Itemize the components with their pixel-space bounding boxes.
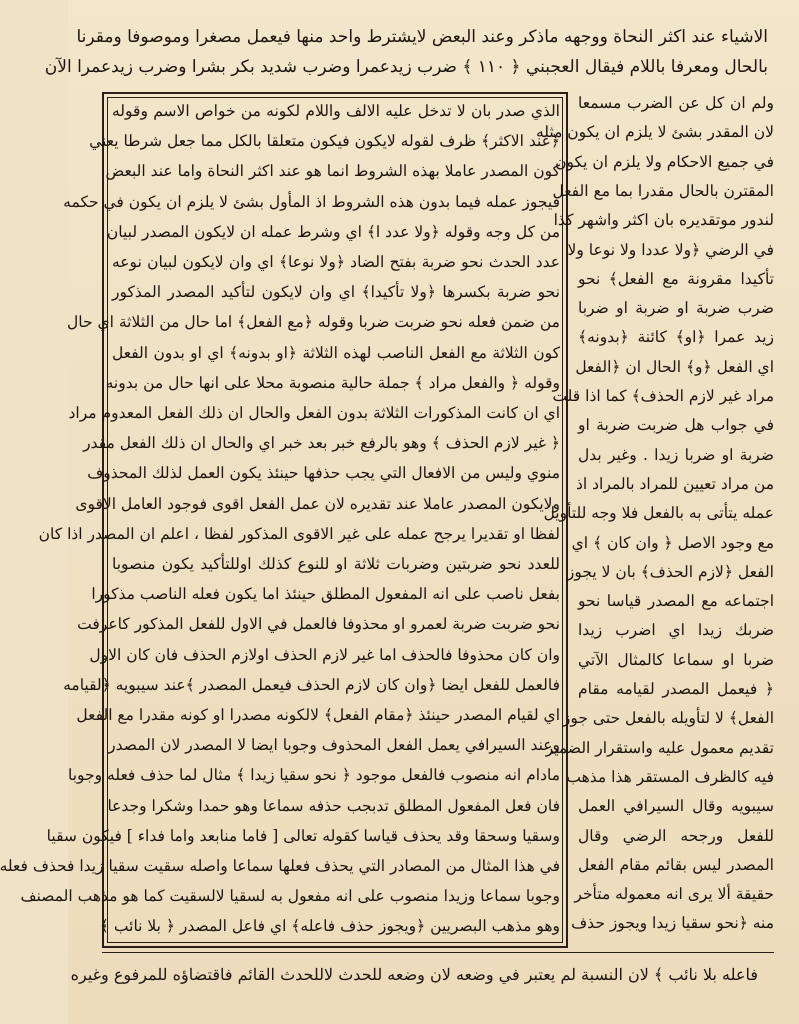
main-text-line: ضربة او ضربا زيدا . وغير بدل xyxy=(578,445,774,464)
commentary-text-line: بفعل ناصب على انه المفعول المطلق حينئذ اما يكون فعله الناصب مذكورا xyxy=(91,585,560,604)
commentary-text-line: اي لقيام المصدر حينئذ ﴿مقام الفعل﴾ لالكونه مصدرا او كونه مقدرا مع الفعل xyxy=(76,706,560,724)
commentary-text-line: فيجوز عمله فيما بدون هذه الشروط اذ المأول بشئ لا يلزم ان يكون في حكمه xyxy=(63,192,560,211)
main-text-line: في جميع الاحكام ولا يلزم ان يكون xyxy=(555,152,774,171)
commentary-text-line: وسقيا وسحقا وقد يحذف قياسا كقوله تعالى [ فاما منابعد واما فداء ] فيكون سقيا xyxy=(46,826,560,845)
commentary-text-line: ﴿ غير لازم الحذف ﴾ وهو بالرفع خبر بعد خبر اي والحال ان ذلك الفعل مقدر xyxy=(83,434,560,453)
main-text-line: الفعل ﴿لازم الحذف﴾ بان لا يجوز xyxy=(566,562,774,581)
header-text-line: الاشياء عند اكثر النحاة ووجهه ماذكر وعند البعض لايشترط واحد منها فيعمل مصغرا وموصوفا ومقرنا xyxy=(76,27,768,47)
main-text-line: تأكيدا مقرونة مع الفعل﴾ نحو xyxy=(578,269,774,288)
main-text-line: لندور موتقديره بان اكثر واشهر كذا xyxy=(553,211,774,230)
main-text-line: المقترن بالحال مقدرا بما مع الفعل xyxy=(552,181,774,200)
main-text-line: تقديم معمول عليه واستقرار الضمير xyxy=(545,738,774,757)
commentary-text-line: ولايكون المصدر عاملا عند تقديره لان عمل الفعل اقوى فوجود العامل الاقوى xyxy=(75,494,560,513)
commentary-text-line: من كل وجه وقوله ﴿ولا عدد ا﴾ اي وشرط عمله ان لايكون المصدر لبيان xyxy=(106,222,560,241)
main-text-line: للفعل ورجحه الرضي وقال xyxy=(578,826,774,845)
commentary-text-line: فالعمل للفعل ايضا ﴿وان كان لازم الحذف فيعمل المصدر ﴾عند سيبويه ﴿لقيامه xyxy=(63,675,560,694)
main-text-line: ولم ان كل عن الضرب مسمعا xyxy=(578,94,774,112)
commentary-text-line: كون الثلاثة مع الفعل الناصب لهذه الثلاثة ﴿او بدونه﴾ اي او بدون الفعل xyxy=(112,343,560,362)
main-text-line: في جواب هل ضربت ضربة او xyxy=(578,416,774,435)
commentary-text-line: وقوله ﴿ والفعل مراد ﴾ جملة حالية منصوبة محلا على انها حال من بدونه xyxy=(105,373,560,392)
main-text-line: مع وجود الاصل ﴿ وان كان ﴾ اي xyxy=(571,533,774,552)
main-text-line: المصدر ليس بقائم مقام الفعل xyxy=(578,855,774,874)
commentary-text-line: للعدد نحو ضربتين وضربات ثلاثة او للنوع كذلك اوللتأكيد يكون منصوبا xyxy=(112,555,560,573)
commentary-text-line: كون المصدر عاملا بهذه الشروط انما هو عند اكثر النحاة واما عند البعض xyxy=(105,162,560,181)
commentary-text-line: مادام انه منصوب فالفعل موجود ﴿ نحو سقيا زيدا ﴾ مثال لما حذف فعله وجوبا xyxy=(67,766,560,785)
main-text-line: حقيقة ألا يرى انه معموله متأخر xyxy=(574,885,774,904)
commentary-text-line: وهو مذهب البصريين ﴿ويجوز حذف فاعله﴾ اي فاعل المصدر ﴿ بلا نائب ﴾ xyxy=(99,917,560,936)
main-text-line: ﴿ فيعمل المصدر لقيامه مقام xyxy=(578,680,774,698)
commentary-text-line: وعند السيرافي يعمل الفعل المحذوف وجوبا ايضا لا المصدر لان المصدر xyxy=(108,736,560,755)
main-text-line: زيد عمرا ﴿او﴾ كائنة ﴿بدونه﴾ xyxy=(578,328,774,347)
commentary-text-line: نحو ضربت ضربة لعمرو او محذوفا فالعمل في الاول للفعل المذكور كاعرفت xyxy=(77,615,560,634)
commentary-text-line: في هذا المثال من المصادر التي يحذف فعلها سماعا واصله سقيت سقيا زيدا فحذف فعله xyxy=(0,857,560,875)
commentary-text-line: عدد الحدث نحو ضربة بفتح الضاد ﴿ولا نوعا﴾ اي وان لايكون لبيان نوعه xyxy=(112,253,560,271)
main-text-line: في الرضي ﴿ولا عددا ولا نوعا ولا xyxy=(567,240,774,259)
main-text-line: ضربك زيدا اي اضرب زيدا xyxy=(578,621,774,640)
header-text-line: بالحال ومعرفا باللام فيقال العجبني ﴿ ١١٠ ﴾ ضرب زيدعمرا وضرب شديد بكر بشرا وضرب زيدعمرا الآن xyxy=(44,57,768,77)
commentary-text-line: وان كان محذوفا فالحذف اما غير لازم الحذف اولازم الحذف فان كان الاول xyxy=(89,645,560,664)
main-text-line: سيبويه وقال السيرافي العمل xyxy=(578,797,774,816)
commentary-text-line: لفظا او تقديرا يرجح عمله على غير الاقوى المذكور لفظا ، اعلم ان المصدر اذا كان xyxy=(38,524,560,543)
main-text-line: الفعل﴾ لا لتأويله بالفعل حتى جوز xyxy=(562,709,774,728)
commentary-text-line: نحو ضربة بكسرها ﴿ولا تأكيدا﴾ اي وان لايكون لتأكيد المصدر المذكور xyxy=(112,283,560,302)
main-text-line: فيه كالظرف المستقر هذا مذهب xyxy=(566,767,774,786)
footer-divider xyxy=(102,952,774,953)
main-text-line: لان المقدر بشئ لا يلزم ان يكون مثله xyxy=(535,123,774,142)
main-text-line: اجتماعه مع المصدر قياسا نحو xyxy=(578,592,774,611)
commentary-text-line: وجوبا سماعا وزيدا منصوب على انه مفعول به لسقيا لالسقيت كما هو مذهب المصنف xyxy=(20,887,560,906)
main-text-line: مراد غير لازم الحذف﴾ كما اذا قلت xyxy=(552,387,774,405)
footer-text-line: فاعله بلا نائب ﴾ لان النسبة لم يعتبر في وضعه لان وضعه للحدث لاللحدث القائم فاقتضاؤه للمرفوع وغيره xyxy=(70,965,758,984)
main-text-line: ضربا او سماعا كالمثال الآتي xyxy=(578,650,774,669)
commentary-text-line: فان فعل المفعول المطلق تدبجب حذفه سماعا وهو حمدا وشكرا وجدعا xyxy=(107,796,560,815)
commentary-text-line: ﴿عند الاكثر﴾ ظرف لقوله لايكون فيكون متعلقا بالكل مما جعل شرطا يعني xyxy=(89,132,560,151)
main-text-line: اي الفعل ﴿و﴾ الحال ان ﴿الفعل xyxy=(575,357,774,376)
commentary-text-line: منوي وليس من الافعال التي يجب حذفها حينئذ يكون العمل لذلك المحذوف xyxy=(87,464,560,483)
main-text-line: ضرب ضربة او ضربة او ضربا xyxy=(578,299,774,318)
main-text-line: من مراد تعيين للمراد بالمراد اذ xyxy=(575,474,774,493)
commentary-text-line: من ضمن فعله نحو ضربت ضربا وقوله ﴿مع الفعل﴾ اما حال من الثلاثة اي حال xyxy=(67,313,560,332)
main-text-line: منه ﴿نحو سقيا زيدا ويجوز حذف xyxy=(571,914,774,933)
commentary-text-line: اي ان كانت المذكورات الثلاثة بدون الفعل والحال ان ذلك الفعل المعدوم مراد xyxy=(68,404,560,422)
main-text-line: عمله يتأتى به بالفعل فلا وجه للتأويل xyxy=(543,504,774,523)
commentary-text-line: الذي صدر بان لا تدخل عليه الالف واللام لكونه من خواص الاسم وقوله xyxy=(112,102,560,120)
